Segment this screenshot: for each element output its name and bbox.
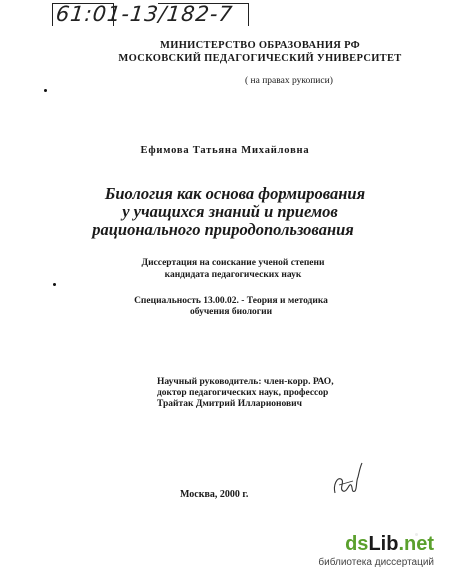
scan-speck	[44, 89, 47, 92]
title-line-3: рационального природопользования	[92, 220, 354, 239]
title-line-2: у учащихся знаний и приемов	[122, 202, 338, 221]
city-year: Москва, 2000 г.	[180, 489, 249, 500]
handwritten-catalog-code: 61:01-13/182-7	[54, 2, 235, 26]
supervisor-name: Трайтак Дмитрий Илларионович	[157, 399, 302, 409]
dslib-tagline: библиотека диссертаций	[318, 557, 434, 568]
author-name: Ефимова Татьяна Михайловна	[140, 145, 310, 156]
ministry-name: МИНИСТЕРСТВО ОБРАЗОВАНИЯ РФ	[160, 40, 360, 51]
dslib-watermark	[314, 533, 442, 571]
specialty-line-2: обучения биологии	[189, 307, 273, 317]
dissertation-degree-line-2: кандидата педагогических наук	[164, 270, 302, 280]
supervisor-line-1: Научный руководитель: член-корр. РАО,	[157, 377, 334, 387]
supervisor-line-2: доктор педагогических наук, профессор	[157, 388, 329, 398]
specialty-line-1: Специальность 13.00.02. - Теория и методика	[134, 296, 328, 306]
dslib-logo: dsLib.net	[345, 533, 434, 555]
scan-speck	[53, 283, 56, 286]
university-name: МОСКОВСКИЙ ПЕДАГОГИЧЕСКИЙ УНИВЕРСИТЕТ	[118, 53, 402, 64]
manuscript-rights-note: ( на правах рукописи)	[245, 76, 333, 86]
handwritten-signature	[327, 455, 367, 500]
title-line-1: Биология как основа формирования	[104, 184, 366, 203]
dissertation-degree-line-1: Диссертация на соискание ученой степени	[141, 258, 325, 268]
